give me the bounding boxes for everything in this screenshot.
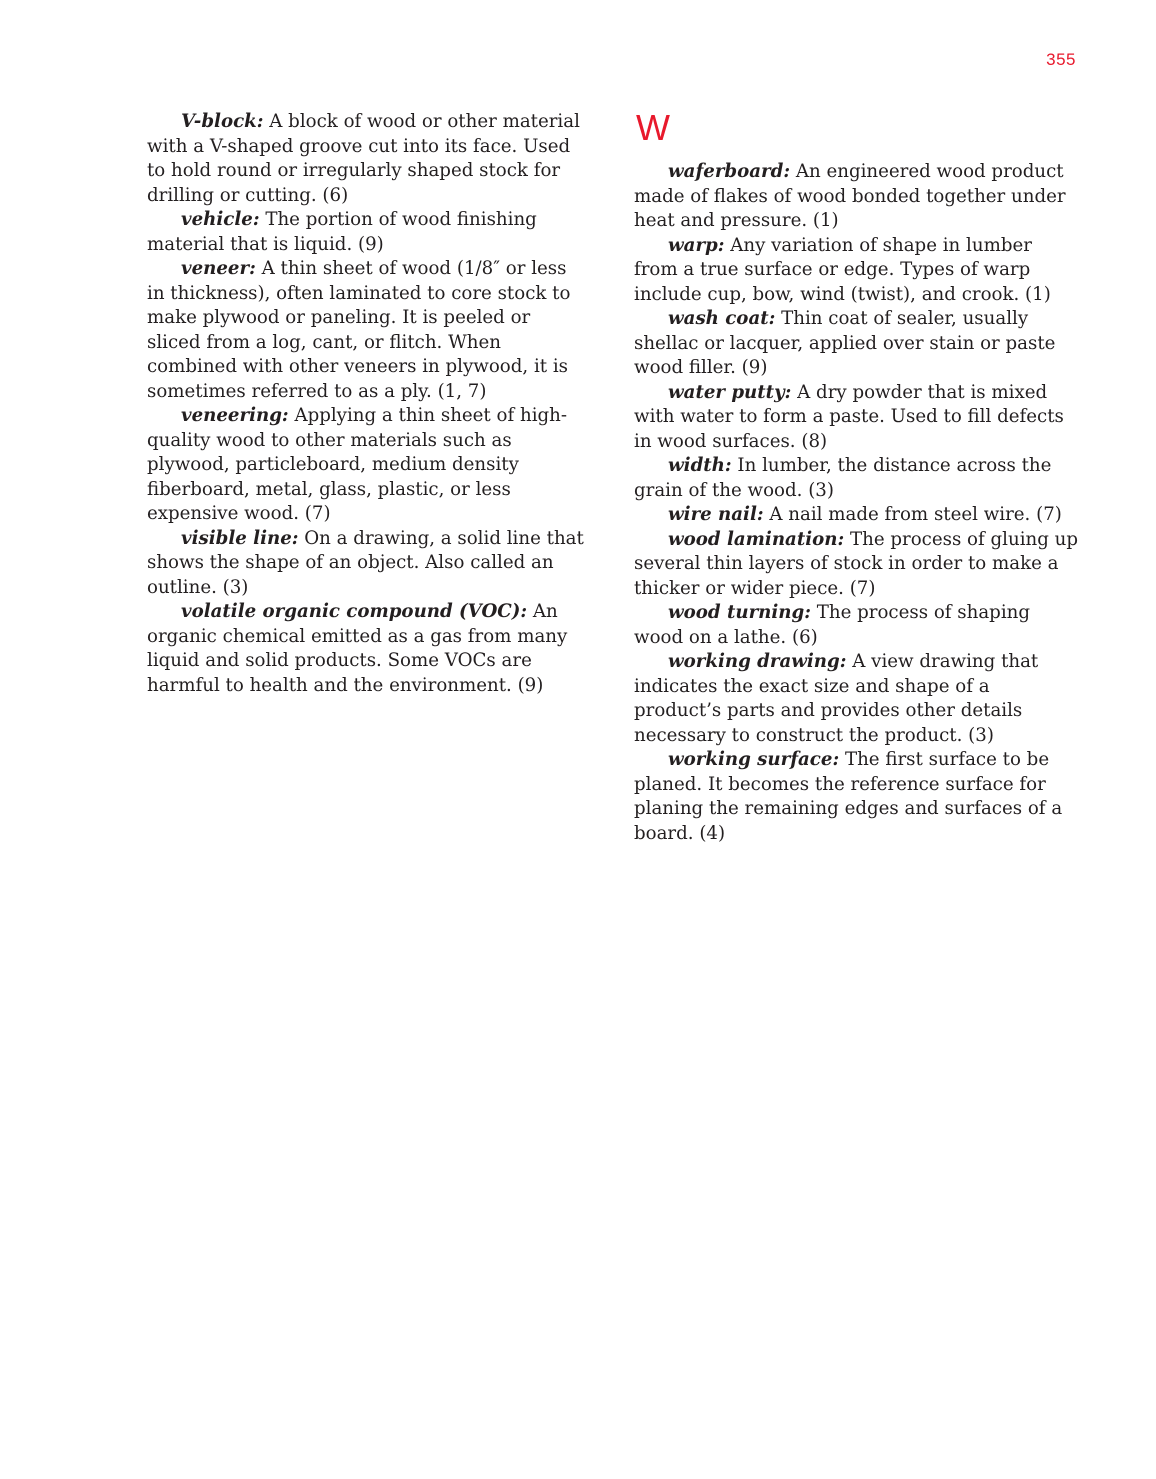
glossary-term: wash coat: xyxy=(668,308,776,329)
glossary-term: veneer: xyxy=(181,258,256,279)
glossary-definition: An engineered wood product made of flakes of wood bonded together under heat and pressure. (1) xyxy=(634,161,1066,231)
glossary-term: V-block: xyxy=(181,111,264,132)
right-column xyxy=(634,107,1080,846)
glossary-entry xyxy=(634,528,1080,602)
glossary-term: waferboard: xyxy=(668,161,791,182)
glossary-entry xyxy=(634,503,1080,528)
glossary-entry xyxy=(147,404,589,527)
glossary-entry xyxy=(147,257,589,404)
glossary-term: warp: xyxy=(668,234,725,256)
glossary-entry xyxy=(147,208,589,257)
glossary-term: water putty: xyxy=(668,381,792,403)
glossary-definition: The portion of wood finishing material that is liquid. (9) xyxy=(147,209,537,255)
glossary-entry xyxy=(147,527,589,601)
glossary-definition: A nail made from steel wire. (7) xyxy=(763,504,1062,525)
glossary-definition: A view drawing that indicates the exact size and shape of a product’s parts and provides other details necessary to construct the product. (3) xyxy=(634,651,1039,746)
glossary-term: visible line: xyxy=(181,527,299,549)
glossary-term: working surface: xyxy=(668,749,840,770)
glossary-term: vehicle: xyxy=(181,209,260,230)
glossary-entry xyxy=(634,381,1080,455)
section-letter-heading: W xyxy=(636,107,670,148)
glossary-term: wood lamination: xyxy=(668,528,845,550)
glossary-definition: A dry powder that is mixed with water to form a paste. Used to fill defects in wood surfaces. (8) xyxy=(634,381,1064,452)
glossary-definition: Any variation of shape in lumber from a true surface or edge. Types of warp include cup, bow, wind (twist), and crook. (1) xyxy=(634,234,1051,305)
glossary-definition: The process of gluing up several thin layers of stock in order to make a thicker or wider piece. (7) xyxy=(634,528,1079,599)
glossary-entry xyxy=(634,650,1080,748)
glossary-entry xyxy=(147,110,589,208)
glossary-entry xyxy=(634,160,1080,234)
glossary-entry xyxy=(634,454,1080,503)
glossary-definition: A thin sheet of wood (1/8″ or less in thickness), often laminated to core stock to make plywood or paneling. It is peeled or sliced from a log, cant, or flitch. When combined with other veneers in plywood, it is sometimes referred to as a ply. (1, 7) xyxy=(147,258,571,402)
left-column xyxy=(147,110,589,698)
glossary-entry xyxy=(634,748,1080,846)
glossary-definition: On a drawing, a solid line that shows the shape of an object. Also called an outline. (3) xyxy=(147,527,584,598)
glossary-definition: The first surface to be planed. It becomes the reference surface for planing the remaining edges and surfaces of a board. (4) xyxy=(634,749,1063,844)
glossary-entry xyxy=(147,600,589,698)
glossary-definition: In lumber, the distance across the grain of the wood. (3) xyxy=(634,455,1052,501)
glossary-entry xyxy=(634,234,1080,308)
glossary-term: veneering: xyxy=(181,405,289,426)
glossary-term: wire nail: xyxy=(668,504,764,525)
glossary-term: volatile organic compound (VOC): xyxy=(181,601,528,622)
glossary-entry xyxy=(634,601,1080,650)
glossary-term: width: xyxy=(668,455,732,476)
glossary-definition: A block of wood or other material with a V-shaped groove cut into its face. Used to hold round or irregularly shaped stock for drilling or cutting. (6) xyxy=(147,111,580,206)
page-number: 355 xyxy=(1046,50,1076,69)
glossary-definition: The process of shaping wood on a lathe. (6) xyxy=(634,602,1030,648)
glossary-definition: Thin coat of sealer, usually shellac or lacquer, applied over stain or paste wood filler. (9) xyxy=(634,308,1056,378)
glossary-entry xyxy=(634,307,1080,381)
glossary-term: working drawing: xyxy=(668,651,847,672)
glossary-definition: An organic chemical emitted as a gas from many liquid and solid products. Some VOCs are harmful to health and the environment. (9) xyxy=(147,601,568,696)
glossary-term: wood turning: xyxy=(668,602,811,623)
glossary-definition: Applying a thin sheet of high-quality wood to other materials such as plywood, particleboard, medium density fiberboard, metal, glass, plastic, or less expensive wood. (7) xyxy=(147,405,568,524)
